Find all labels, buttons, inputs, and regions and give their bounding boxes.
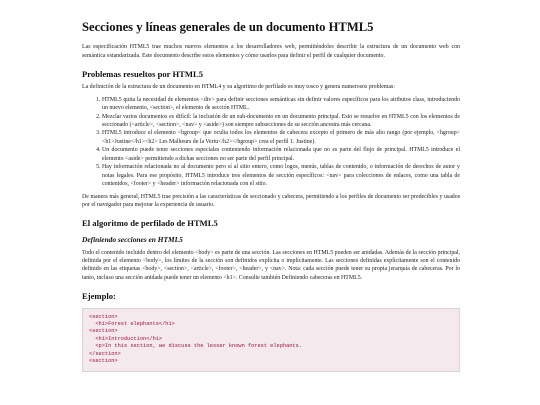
problems-outro: De manera más general, HTML5 trae precisión a las características de seccionado y cabecera, permitiendo a los perfiles de documento ser predecibles y usados por el navegador para mejorar la experiencia de usuario.: [82, 193, 460, 208]
list-item: 4. Un documento puede tener secciones especiales conteniendo información relacionada que no es parte del flujo de principal. HTML5 introduce el elemento <aside> permitiendo a dichas secciones no ser parte del perfil principal.: [102, 146, 460, 163]
section-heading-problems: Problemas resueltos por HTML5: [82, 68, 204, 79]
document: [82, 20, 460, 372]
list-item: 2. Mezclar varios documentos es difícil: la inclusión de un sub-documento en un documento principal. Esto se resuelve en HTML5 con los elementos de seccionado (<article>, <section>, <nav> y <aside>) son siempre subsecciones de su sección ancestra más cercana.: [102, 113, 460, 130]
subsection-heading-defining: Definiendo secciones en HTML5: [82, 234, 183, 244]
list-item: 5. Hay información relacionada no al documento pero sí al sitio entero, como logos, menús, tablas de contenido, o información de derechos de autor y notas legales. Para ese propósito, HTML5 introduce tres elementos de sección específicos: <nav> para colecciones de enlaces, como una tabla de contenidos, <footer> y <header> información relacionada con el sitio.: [102, 163, 460, 188]
intro-paragraph: Las especificación HTML5 trae muchos nuevos elementos a los desarrolladores web, permitiéndoles describir la estructura de un documento web con semántica estandarizada. Este documento describe estos elementos y cómo usarlos para definir el perfil de cualquier documento.: [82, 44, 460, 59]
list-item: 1. HTML5 quita la necesidad de elementos <div> para definir secciones semánticas sin definir valores específicos para los atributos class, introduciendo un nuevo elemento, <section>, el elemento de sección HTML.: [102, 96, 460, 113]
defining-paragraph: Todo el contenido incluido dentro del elemento <body> es parte de una sección. Las secciones en HTML5 pueden ser anidadas. Además de la sección principal, definida por el elemento <body>, los límites de la sección son definidos explícita o implícitamente. Las secciones definidas explícitamente son el contenido definido en las etiquetas <body>, <section>, <article>, <footer>, <header>, y <nav>. Nota: cada sección puede tener su propia jerarquía de cabeceras. Por lo tanto, incluso una sección anidada puede tener un elemento <h1>. Consulte también Definiendo cabeceras en HTML5.: [82, 249, 460, 281]
list-item: 3. HTML5 introduce el elemento <hgroup< que oculta todos los elementos de cabecera excepto el primero de más alto rango (por ejemplo, <hgroup><h1>Justine</h1><h2> Les Malheurs de la Vertu</h2></hgroup> crea el perfil 1. Justine).: [102, 129, 460, 146]
problems-intro: La definición de la estructura de un documento en HTML4 y su algoritmo de perfilado es muy tosco y genera numerosos problemas:: [82, 84, 395, 91]
page-title: Secciones y líneas generales de un documento HTML5: [82, 20, 374, 34]
example-label: Ejemplo:: [82, 291, 116, 302]
problems-list: [82, 96, 460, 189]
code-example: <section> <h1>Forest elephants</h1> <section> <h1>Introduction</h1> <p>In this section, we discuss the lesser known forest elephants. </section> <section>: [82, 308, 460, 372]
section-heading-algorithm: El algoritmo de perfilado de HTML5: [82, 218, 218, 229]
